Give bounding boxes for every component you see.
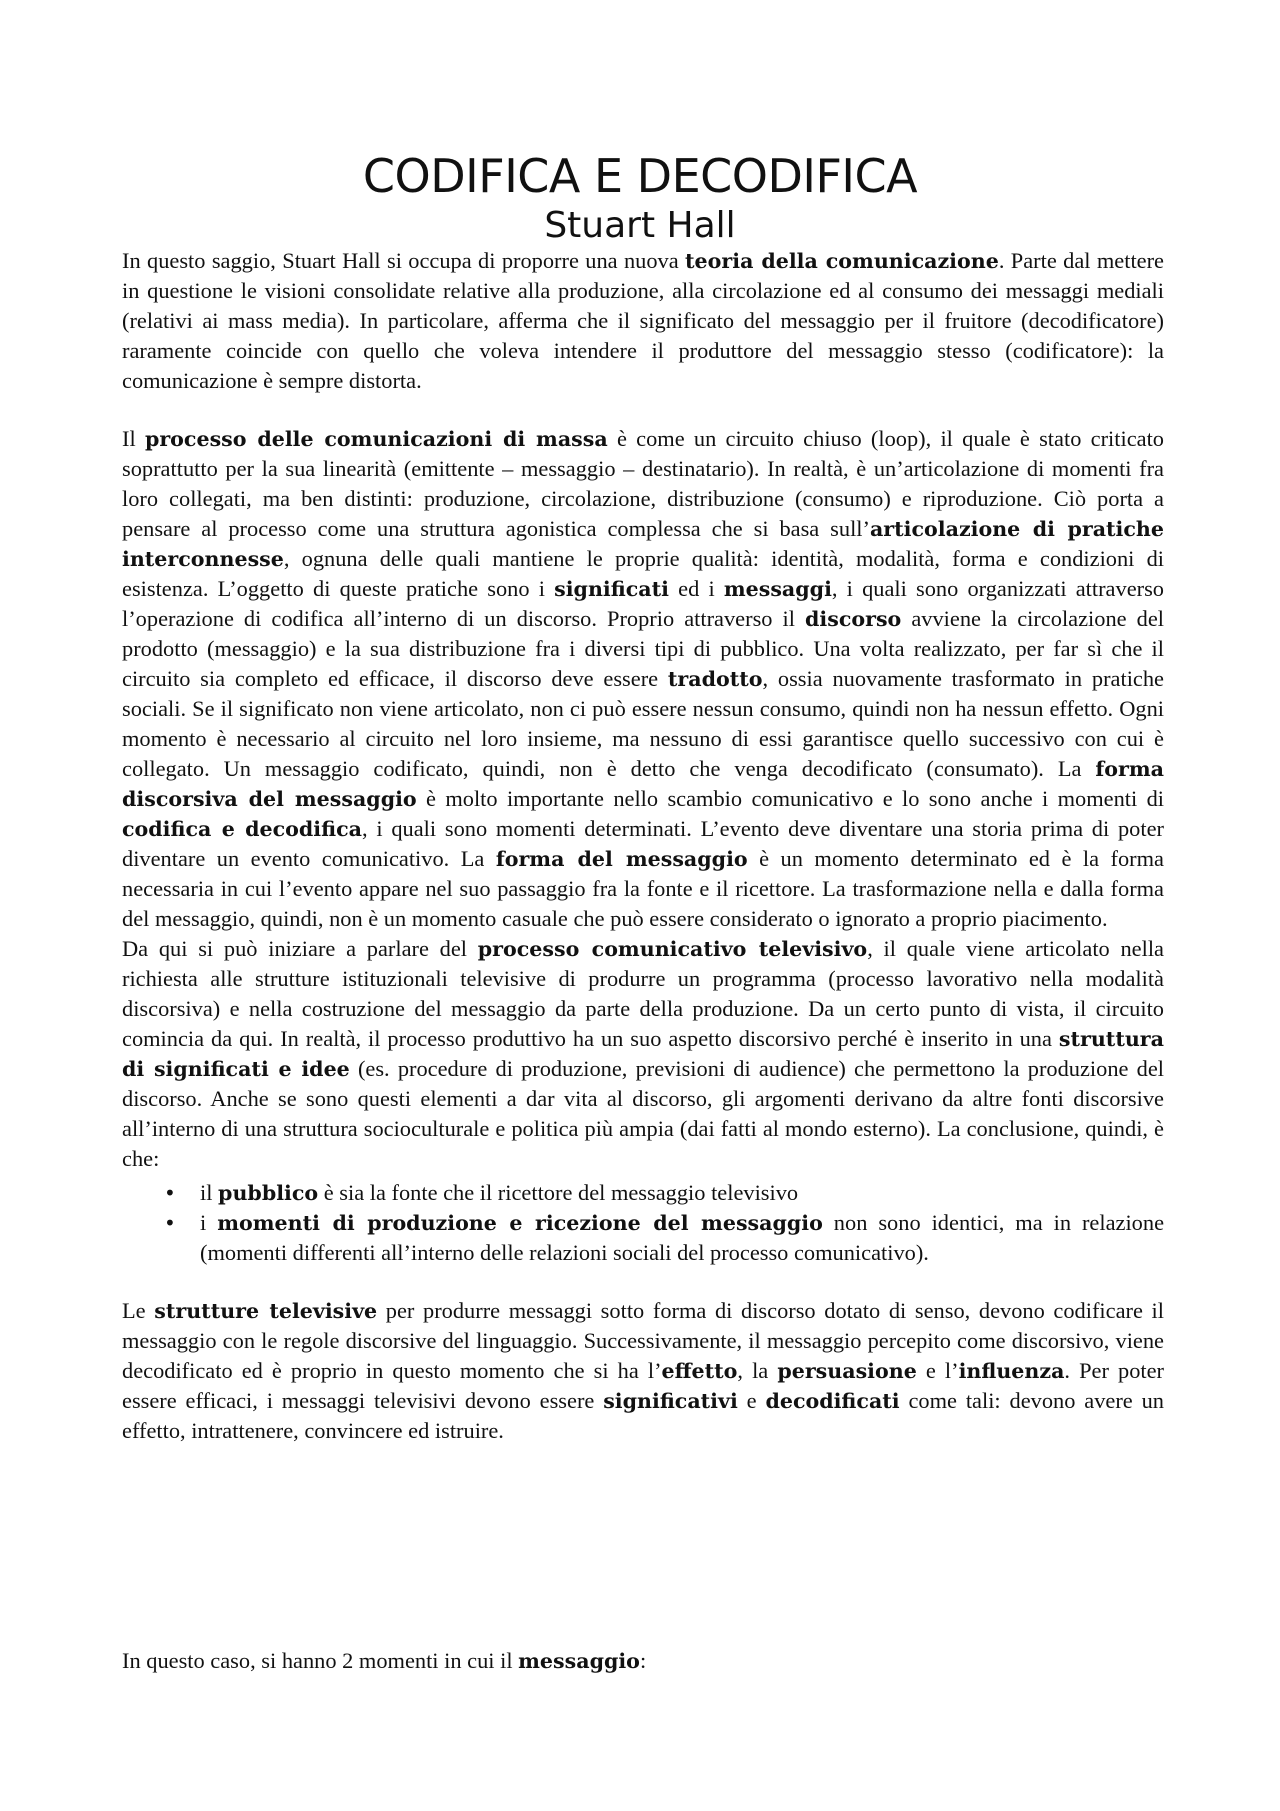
document-subtitle: Stuart Hall (544, 205, 736, 246)
bullet-list (122, 1178, 1164, 1268)
document-body (122, 246, 1164, 1446)
bullet-icon: • (164, 1181, 176, 1205)
paragraph-tv-process: Da qui si può iniziare a parlare del processo comunicativo televisivo, il quale viene articolato nella richiesta alle strutture istituzionali televisive di produrre un programma (processo lavorativo nella modalità discorsiva) e nella costruzione del messaggio da parte della produzione. Da un certo punto di vista, il circuito comincia da qui. In realtà, il processo produttivo ha un suo aspetto discorsivo perché è inserito in una struttura di significati e idee (es. procedure di produzione, previsioni di audience) che permettono la produzione del discorso. Anche se sono questi elementi a dar vita al discorso, gli argomenti derivano da altre fonti discorsive all’interno di una struttura socioculturale e politica più ampia (dai fatti al mondo esterno). La conclusione, quindi, è che: (122, 936, 1164, 1171)
bullet-icon: • (164, 1211, 176, 1235)
paragraph-intro: In questo saggio, Stuart Hall si occupa di proporre una nuova teoria della comunicazione. Parte dal mettere in questione le visioni consolidate relative alla produzione, alla circolazione ed al consumo dei messaggi mediali (relativi ai mass media). In particolare, afferma che il significato del messaggio per il fruitore (decodificatore) raramente coincide con quello che voleva intendere il produttore del messaggio stesso (codificatore): la comunicazione è sempre distorta. (122, 248, 1164, 393)
list-item: • il pubblico è sia la fonte che il ricettore del messaggio televisivo (200, 1178, 1164, 1208)
paragraph-tv-structures: Le strutture televisive per produrre messaggi sotto forma di discorso dotato di senso, devono codificare il messaggio con le regole discorsive del linguaggio. Successivamente, il messaggio percepito come discorsivo, viene decodificato ed è proprio in questo momento che si ha l’effetto, la persuasione e l’influenza. Per poter essere efficaci, i messaggi televisivi devono essere significativi e decodificati come tali: devono avere un effetto, intrattenere, convincere ed istruire. (122, 1298, 1164, 1443)
paragraph-mass-communication: Il processo delle comunicazioni di massa è come un circuito chiuso (loop), il quale è stato criticato soprattutto per la sua linearità (emittente – messaggio – destinatario). In realtà, è un’articolazione di momenti fra loro collegati, ma ben distinti: produzione, circolazione, distribuzione (consumo) e riproduzione. Ciò porta a pensare al processo come una struttura agonistica complessa che si basa sull’articolazione di pratiche interconnesse, ognuna delle quali mantiene le proprie qualità: identità, modalità, forma e condizioni di esistenza. L’oggetto di queste pratiche sono i significati ed i messaggi, i quali sono organizzati attraverso l’operazione di codifica all’interno di un discorso. Proprio attraverso il discorso avviene la circolazione del prodotto (messaggio) e la sua distribuzione fra i diversi tipi di pubblico. Una volta realizzato, per far sì che il circuito sia completo ed efficace, il discorso deve essere tradotto, ossia nuovamente trasformato in pratiche sociali. Se il significato non viene articolato, non ci può essere nessun consumo, quindi non ha nessun effetto. Ogni momento è necessario al circuito nel loro insieme, ma nessuno di essi garantisce quello successivo con cui è collegato. Un messaggio codificato, quindi, non è detto che venga decodificato (consumato). La forma discorsiva del messaggio è molto importante nello scambio comunicativo e lo sono anche i momenti di codifica e decodifica, i quali sono momenti determinati. L’evento deve diventare una storia prima di poter diventare un evento comunicativo. La forma del messaggio è un momento determinato ed è la forma necessaria in cui l’evento appare nel suo passaggio fra la fonte e il ricettore. La trasformazione nella e dalla forma del messaggio, quindi, non è un momento casuale che può essere considerato o ignorato a proprio piacimento. (122, 426, 1165, 931)
paragraph-final: In questo caso, si hanno 2 momenti in cui il messaggio: (122, 1648, 647, 1673)
list-item: • i momenti di produzione e ricezione del messaggio non sono identici, ma in relazione (momenti differenti all’interno delle relazioni sociali del processo comunicativo). (164, 1210, 1165, 1265)
document-title: CODIFICA E DECODIFICA (362, 149, 918, 203)
